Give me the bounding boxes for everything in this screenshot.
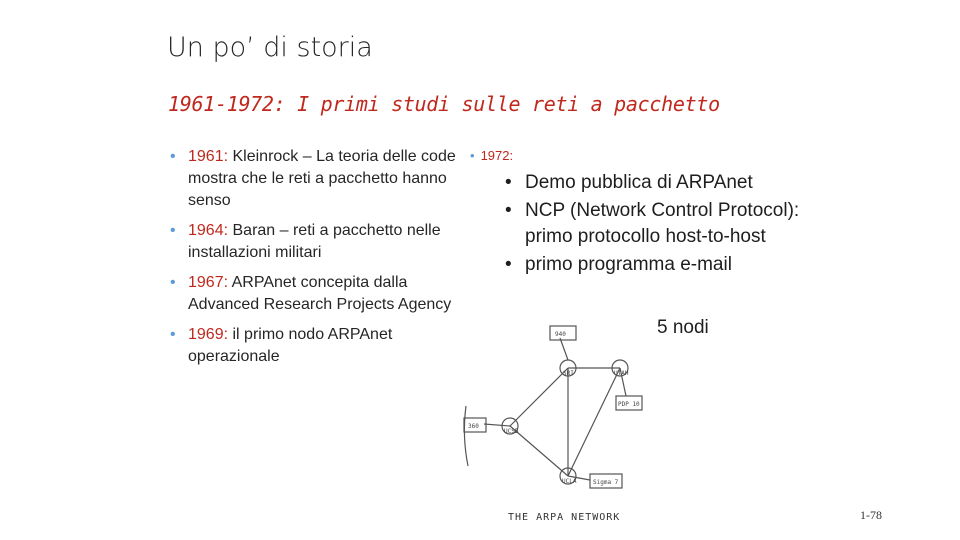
right-year: 1972:: [480, 148, 514, 163]
bullet-icon: •: [470, 148, 475, 163]
network-link: [568, 368, 620, 476]
milestones-1972-list: [505, 170, 805, 280]
figure-caption: THE ARPA NETWORK: [508, 512, 621, 523]
host-label: Sigma 7: [593, 479, 619, 486]
node-label: SRI: [563, 370, 574, 377]
network-link: [510, 368, 568, 426]
timeline-list: [168, 146, 458, 376]
milestone-item: • Demo pubblica di ARPAnet: [505, 170, 805, 196]
page-number: 1-78: [860, 508, 882, 522]
timeline-item-1969: [168, 324, 458, 368]
node-label: UTAH: [614, 370, 629, 377]
right-year-heading: [470, 148, 513, 163]
network-link: [560, 338, 568, 360]
timeline-year: 1961:: [188, 148, 229, 165]
host-label: PDP 10: [618, 401, 640, 408]
timeline-text: il primo nodo ARPAnet operazionale: [188, 326, 393, 365]
milestone-item: • NCP (Network Control Protocol): primo protocollo host-to-host: [505, 198, 805, 250]
node-label: UCLA: [562, 478, 577, 485]
node-count-fragment: 5 nodi: [657, 317, 709, 338]
timeline-text: Baran – reti a pacchetto nelle installazioni militari: [188, 222, 441, 261]
host-label: 940: [555, 331, 566, 338]
timeline-item-1964: [168, 220, 458, 264]
arpa-network-sketch: [460, 316, 670, 528]
slide-subtitle: 1961-1972: I primi studi sulle reti a pacchetto: [168, 92, 720, 116]
network-link: [484, 424, 510, 426]
slide-title: Un po’ di storia: [167, 32, 373, 63]
timeline-year: 1964:: [188, 222, 229, 239]
milestone-item: • primo programma e-mail: [505, 252, 805, 278]
node-label: UCSB: [504, 428, 519, 435]
sketch-stroke: [464, 406, 468, 466]
timeline-item-1961: [168, 146, 458, 212]
timeline-year: 1967:: [188, 274, 229, 291]
timeline-text: Kleinrock – La teoria delle code mostra che le reti a pacchetto hanno senso: [188, 148, 456, 209]
timeline-text: ARPAnet concepita dalla Advanced Research Projects Agency: [188, 274, 452, 313]
timeline-item-1967: [168, 272, 458, 316]
network-link: [510, 426, 568, 476]
timeline-year: 1969:: [188, 326, 229, 343]
host-label: 360: [468, 423, 479, 430]
